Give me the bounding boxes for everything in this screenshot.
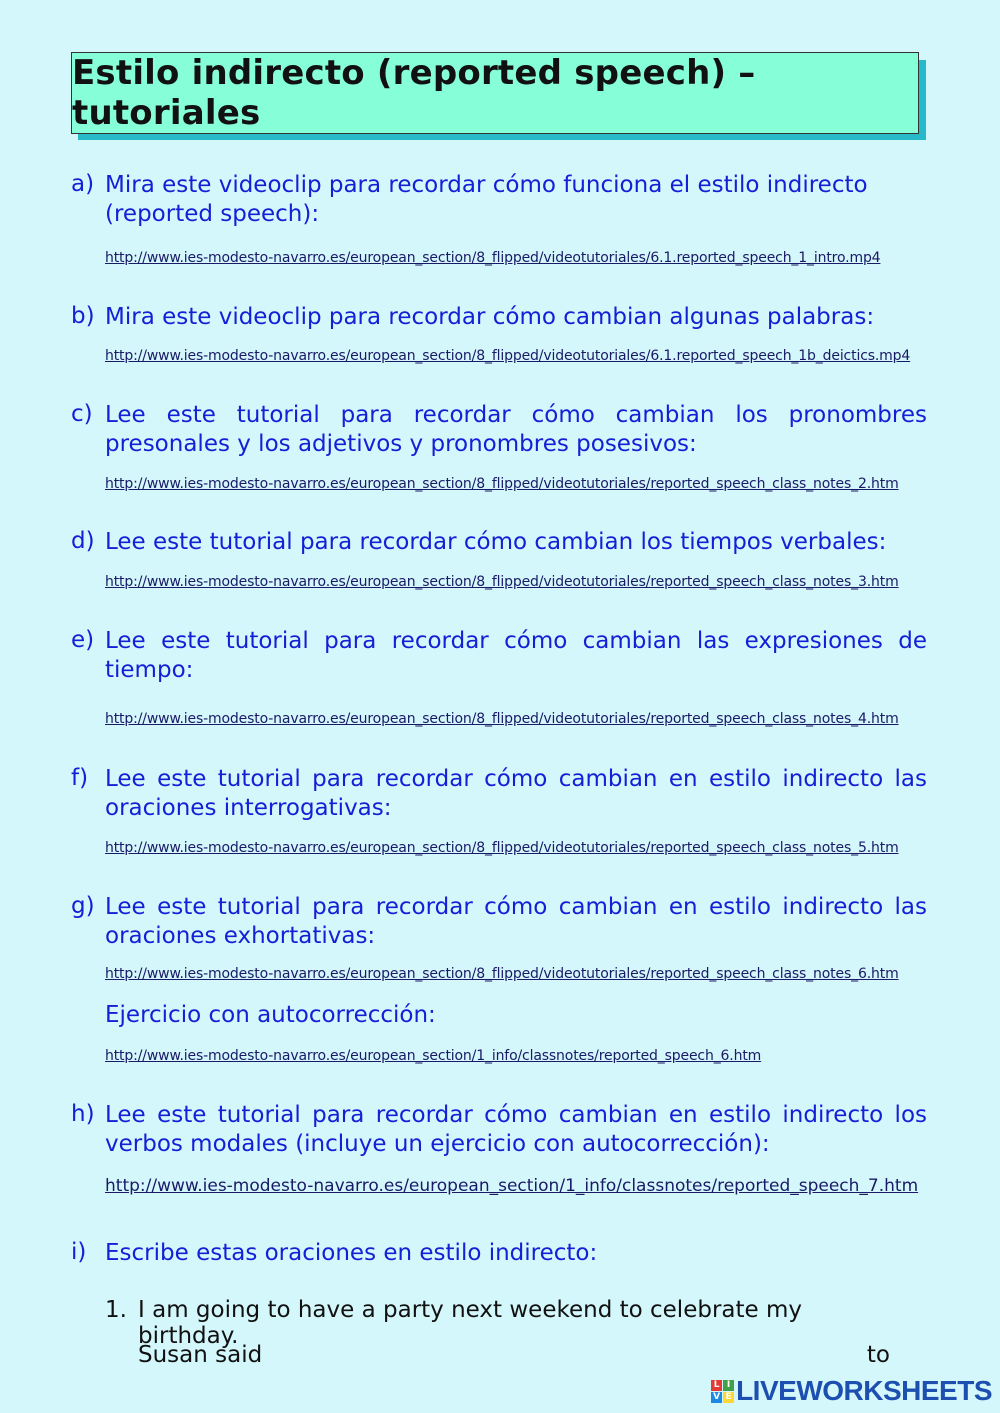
answer-end: to [866, 1342, 890, 1368]
link-g[interactable]: http://www.ies-modesto-navarro.es/european_section/8_flipped/videotutoriales/reported_speech_class_notes_6.htm [105, 966, 899, 982]
item-text: Mira este videoclip para recordar cómo cambian algunas palabras: [105, 304, 875, 330]
link-a[interactable]: http://www.ies-modesto-navarro.es/european_section/8_flipped/videotutoriales/6.1.reported_speech_1_intro.mp4 [105, 250, 881, 266]
watermark-text: LIVEWORKSHEETS [736, 1375, 992, 1406]
link-h[interactable]: http://www.ies-modesto-navarro.es/european_section/1_info/classnotes/reported_speech_7.htm [105, 1176, 919, 1196]
liveworksheets-watermark [711, 1375, 992, 1407]
item-letter: b) [71, 303, 95, 329]
item-letter: d) [71, 528, 95, 554]
item-text: Escribe estas oraciones en estilo indirecto: [105, 1240, 598, 1266]
item-letter: i) [71, 1239, 87, 1265]
item-i [71, 1239, 927, 1268]
item-text: Lee este tutorial para recordar cómo cambian en estilo indirecto las oraciones exhortativas: [105, 894, 927, 949]
item-b [71, 303, 927, 332]
item-text: Lee este tutorial para recordar cómo cambian en estilo indirecto los verbos modales (incluye un ejercicio con autocorrección): [105, 1102, 927, 1157]
item-f [71, 765, 927, 823]
item-letter: e) [71, 627, 95, 653]
exercise-label: Ejercicio con autocorrección: [105, 1002, 436, 1028]
item-letter: c) [71, 401, 93, 427]
item-letter: g) [71, 893, 95, 919]
item-g [71, 893, 927, 951]
item-c [71, 401, 927, 459]
item-text: Lee este tutorial para recordar cómo cambian en estilo indirecto las oraciones interrogativas: [105, 766, 927, 821]
item-text: Lee este tutorial para recordar cómo cambian las expresiones de tiempo: [105, 628, 927, 683]
link-b[interactable]: http://www.ies-modesto-navarro.es/european_section/8_flipped/videotutoriales/6.1.reported_speech_1b_deictics.mp4 [105, 348, 911, 364]
item-h [71, 1101, 927, 1159]
item-text: Lee este tutorial para recordar cómo cambian los tiempos verbales: [105, 529, 887, 555]
item-d [71, 528, 927, 557]
logo-letter: V [711, 1392, 722, 1403]
item-a [71, 171, 927, 229]
logo-letter: E [723, 1392, 734, 1403]
exercise-sentence: I am going to have a party next weekend to celebrate my birthday. [138, 1297, 802, 1349]
link-d[interactable]: http://www.ies-modesto-navarro.es/european_section/8_flipped/videotutoriales/reported_speech_class_notes_3.htm [105, 574, 899, 590]
liveworksheets-logo-icon [711, 1380, 734, 1403]
page-title: Estilo indirecto (reported speech) – tutoriales [72, 53, 756, 133]
item-letter: h) [71, 1101, 95, 1127]
exercise-number: 1. [105, 1297, 127, 1323]
title-box [71, 52, 919, 134]
link-e[interactable]: http://www.ies-modesto-navarro.es/european_section/8_flipped/videotutoriales/reported_speech_class_notes_4.htm [105, 711, 899, 727]
link-f[interactable]: http://www.ies-modesto-navarro.es/european_section/8_flipped/videotutoriales/reported_speech_class_notes_5.htm [105, 840, 899, 856]
item-letter: f) [71, 765, 89, 791]
item-letter: a) [71, 171, 95, 197]
item-e [71, 627, 927, 685]
logo-letter: L [711, 1380, 722, 1391]
logo-letter: I [723, 1380, 734, 1391]
answer-start: Susan said [138, 1342, 263, 1368]
item-text: Lee este tutorial para recordar cómo cambian los pronombres presonales y los adjetivos y pronombres posesivos: [105, 402, 927, 457]
link-g-exercise[interactable]: http://www.ies-modesto-navarro.es/european_section/1_info/classnotes/reported_speech_6.htm [105, 1048, 762, 1064]
item-text: Mira este videoclip para recordar cómo funciona el estilo indirecto (reported speech): [105, 172, 868, 227]
link-c[interactable]: http://www.ies-modesto-navarro.es/european_section/8_flipped/videotutoriales/reported_speech_class_notes_2.htm [105, 476, 899, 492]
